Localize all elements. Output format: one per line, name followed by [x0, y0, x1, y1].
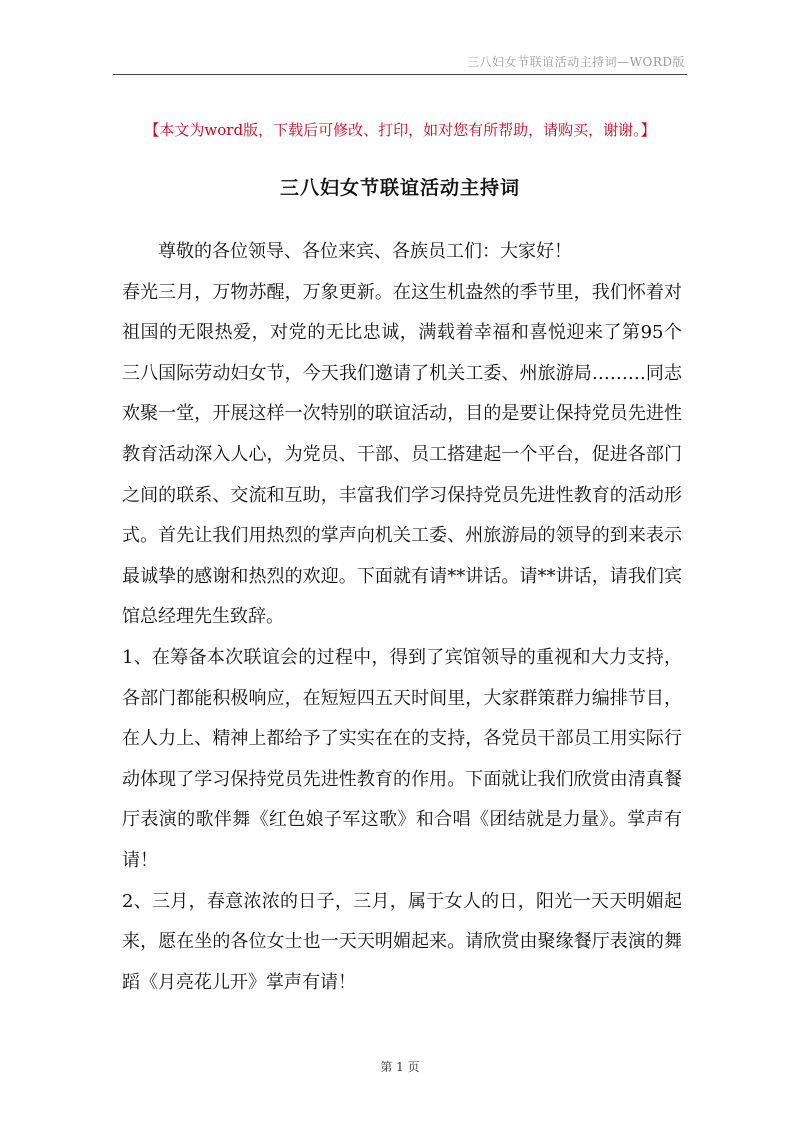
program-item-2-paragraph: 2、三月，春意浓浓的日子，三月，属于女人的日，阳光一天天明媚起来，愿在坐的各位女士也一天天明媚起来。请欣赏由聚缘餐厅表演的舞蹈《月亮花儿开》掌声有请！	[122, 890, 682, 993]
running-header: 三八妇女节联谊活动主持词—WORD版	[467, 55, 685, 69]
document-title: 三八妇女节联谊活动主持词	[279, 177, 520, 199]
opening-paragraph: 春光三月，万物苏醒，万象更新。在这生机盎然的季节里，我们怀着对祖国的无限热爱，对党的无比忠诚，满载着幸福和喜悦迎来了第95个三八国际劳动妇女节，今天我们邀请了机关工委、州旅游局………同志欢聚一堂，开展这样一次特别的联谊活动，目的是要让保持党员先进性教育活动深入人心，为党员、干部、员工搭建起一个平台，促进各部门之间的联系、交流和互助，丰富我们学习保持党员先进性教育的活动形式。首先让我们用热烈的掌声向机关工委、州旅游局的领导的到来表示最诚挚的感谢和热烈的欢迎。下面就有请**讲话。请**讲话，请我们宾馆总经理先生致辞。	[122, 281, 682, 628]
document-body	[122, 232, 682, 1003]
page-number: 第 1 页	[380, 1060, 420, 1074]
header-divider	[113, 74, 687, 75]
salutation-paragraph: 尊敬的各位领导、各位来宾、各族员工们：大家好！	[158, 241, 572, 262]
purchase-notice: 【本文为word版，下载后可修改、打印，如对您有所帮助，请购买，谢谢。】	[144, 121, 656, 139]
program-item-1-paragraph: 1、在筹备本次联谊会的过程中，得到了宾馆领导的重视和大力支持，各部门都能积极响应，在短短四五天时间里，大家群策群力编排节目，在人力上、精神上都给予了实实在在的支持，各党员干部员工用实际行动体现了学习保持党员先进性教育的作用。下面就让我们欣赏由清真餐厅表演的歌伴舞《红色娘子军这歌》和合唱《团结就是力量》。掌声有请！	[122, 646, 682, 871]
